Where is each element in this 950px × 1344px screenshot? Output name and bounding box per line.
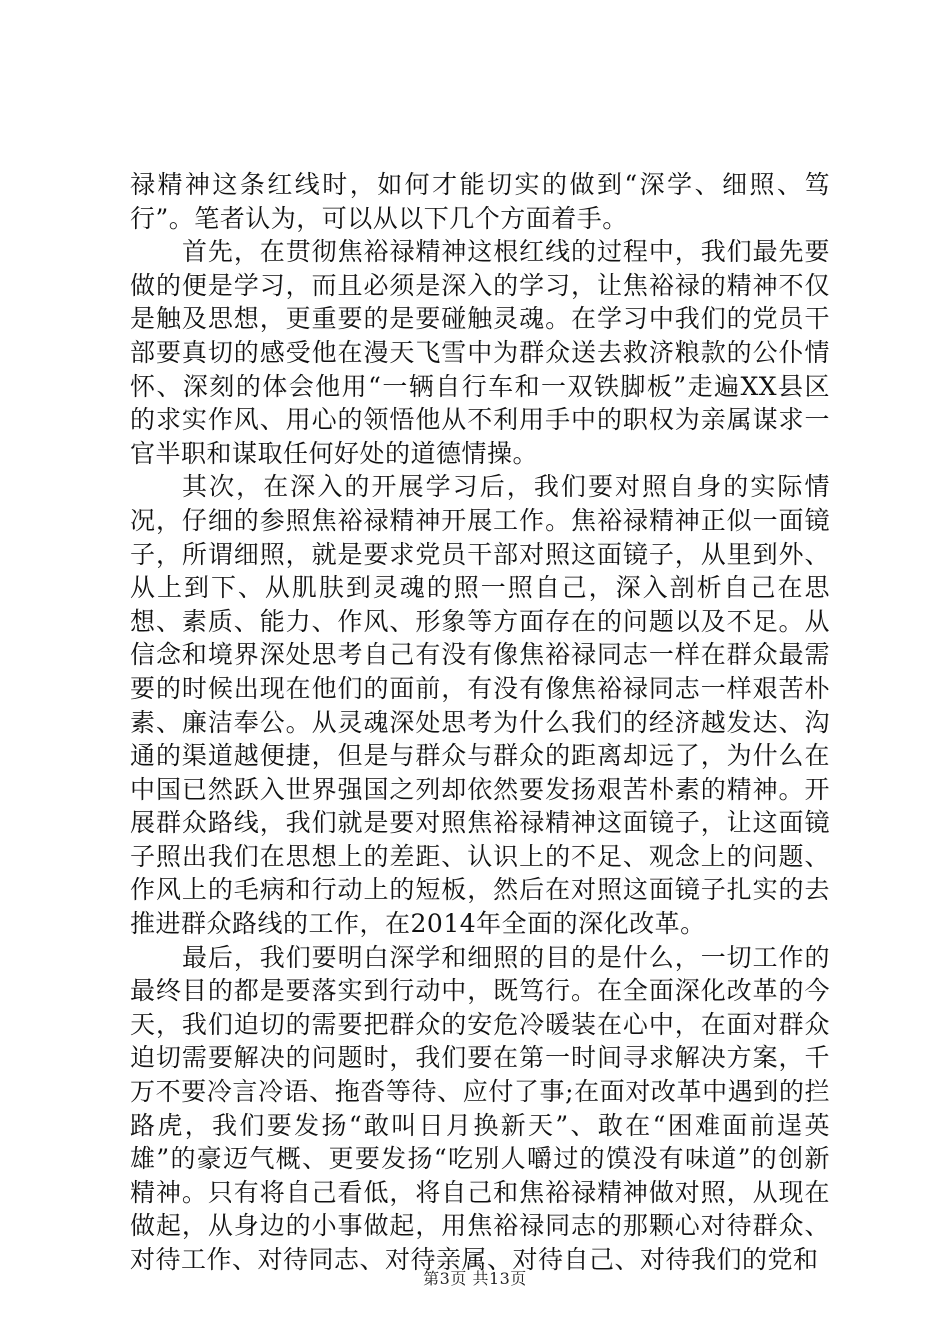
body-text [130, 168, 830, 1277]
paragraph-last: 最后，我们要明白深学和细照的目的是什么，一切工作的最终目的都是要落实到行动中，既笃行。在全面深化改革的今天，我们迫切的需要把群众的安危冷暖装在心中，在面对群众迫切需要解决的问题时，我们要在第一时间寻求解决方案，千万不要冷言冷语、拖沓等待、应付了事;在面对改革中遇到的拦路虎，我们要发扬“敢叫日月换新天”、敢在“困难面前逞英雄”的豪迈气概、更要发扬“吃别人嚼过的馍没有味道”的创新精神。只有将自己看低，将自己和焦裕禄精神做对照，从现在做起，从身边的小事做起，用焦裕禄同志的那颗心对待群众、对待工作、对待同志、对待亲属、对待自己、对待我们的党和 [130, 942, 830, 1274]
paragraph-first: 首先，在贯彻焦裕禄精神这根红线的过程中，我们最先要做的便是学习，而且必须是深入的学习，让焦裕禄的精神不仅是触及思想，更重要的是要碰触灵魂。在学习中我们的党员干部要真切的感受他在漫天飞雪中为群众送去救济粮款的公仆情怀、深刻的体会他用“一辆自行车和一双铁脚板”走遍XX县区的求实作风、用心的领悟他从不利用手中的职权为亲属谋求一官半职和谋取任何好处的道德情操。 [130, 237, 830, 468]
page-number-footer: 第3页 共13页 [423, 1269, 527, 1288]
paragraph-second: 其次，在深入的开展学习后，我们要对照自身的实际情况，仔细的参照焦裕禄精神开展工作。焦裕禄精神正似一面镜子，所谓细照，就是要求党员干部对照这面镜子，从里到外、从上到下、从肌肤到灵魂的照一照自己，深入剖析自己在思想、素质、能力、作风、形象等方面存在的问题以及不足。从信念和境界深处思考自己有没有像焦裕禄同志一样在群众最需要的时候出现在他们的面前，有没有像焦裕禄同志一样艰苦朴素、廉洁奉公。从灵魂深处思考为什么我们的经济越发达、沟通的渠道越便捷，但是与群众与群众的距离却远了，为什么在中国已然跃入世界强国之列却依然要发扬艰苦朴素的精神。开展群众路线，我们就是要对照焦裕禄精神这面镜子，让这面镜子照出我们在思想上的差距、认识上的不足、观念上的问题、作风上的毛病和行动上的短板，然后在对照这面镜子扎实的去推进群众路线的工作，在2014年全面的深化改革。 [130, 472, 830, 939]
paragraph-continued: 禄精神这条红线时，如何才能切实的做到“深学、细照、笃行”。笔者认为，可以从以下几个方面着手。 [130, 170, 830, 233]
